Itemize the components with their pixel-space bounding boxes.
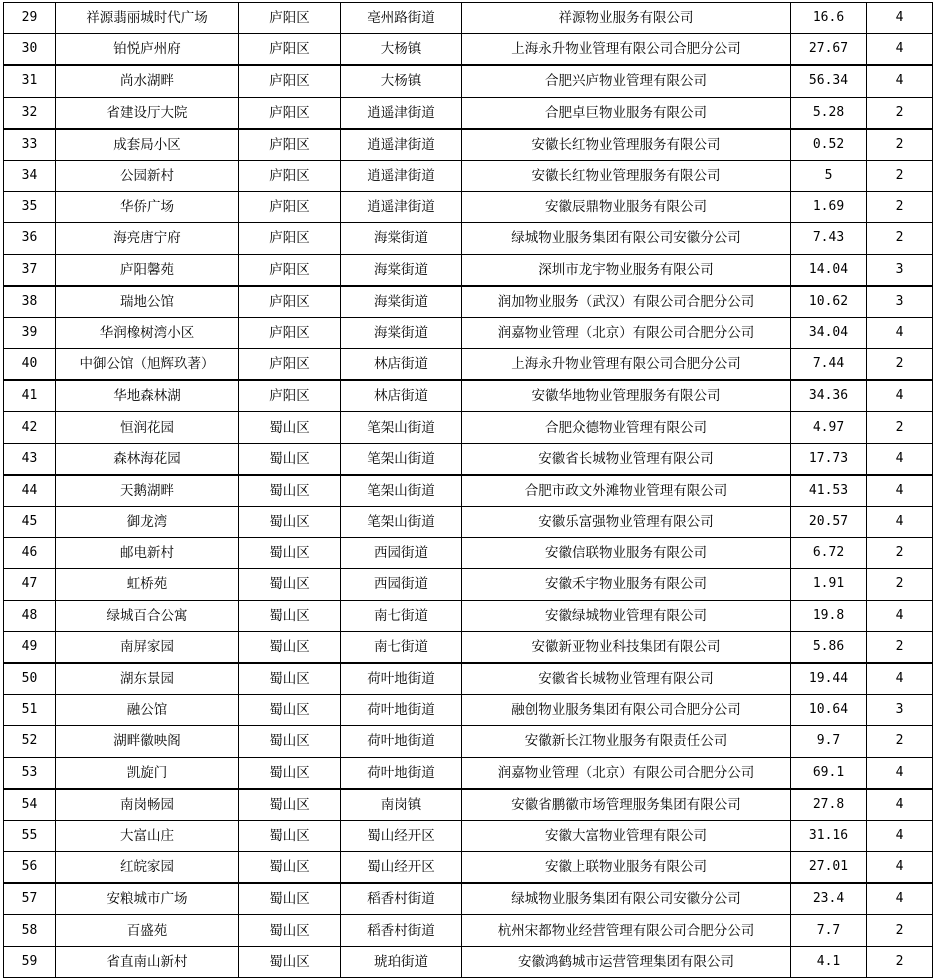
grade-cell: 4 [867, 663, 933, 695]
area-cell: 34.36 [791, 380, 867, 412]
district-cell: 蜀山区 [239, 820, 341, 851]
district-cell: 庐阳区 [239, 192, 341, 223]
community-name-cell: 恒润花园 [56, 412, 239, 443]
street-cell: 海棠街道 [341, 317, 462, 348]
table-row [4, 915, 933, 946]
grade-cell: 2 [867, 160, 933, 191]
area-cell: 16.6 [791, 3, 867, 34]
district-cell: 庐阳区 [239, 317, 341, 348]
row-index-cell: 54 [4, 789, 56, 821]
table-row [4, 852, 933, 884]
community-name-cell: 湖畔徽映阁 [56, 726, 239, 757]
row-index-cell: 34 [4, 160, 56, 191]
table-row [4, 223, 933, 254]
area-cell: 5 [791, 160, 867, 191]
district-cell: 蜀山区 [239, 475, 341, 507]
company-cell: 深圳市龙宇物业服务有限公司 [462, 254, 791, 286]
area-cell: 7.7 [791, 915, 867, 946]
district-cell: 庐阳区 [239, 65, 341, 97]
row-index-cell: 48 [4, 600, 56, 631]
grade-cell: 4 [867, 475, 933, 507]
company-cell: 合肥卓巨物业服务有限公司 [462, 97, 791, 129]
district-cell: 蜀山区 [239, 507, 341, 538]
district-cell: 蜀山区 [239, 946, 341, 977]
company-cell: 安徽上联物业服务有限公司 [462, 852, 791, 884]
district-cell: 蜀山区 [239, 631, 341, 663]
table-row [4, 663, 933, 695]
row-index-cell: 30 [4, 34, 56, 66]
grade-cell: 2 [867, 726, 933, 757]
community-name-cell: 庐阳馨苑 [56, 254, 239, 286]
community-name-cell: 铂悦庐州府 [56, 34, 239, 66]
company-cell: 安徽长红物业管理服务有限公司 [462, 129, 791, 161]
district-cell: 蜀山区 [239, 757, 341, 789]
row-index-cell: 43 [4, 443, 56, 475]
table-row [4, 695, 933, 726]
area-cell: 5.28 [791, 97, 867, 129]
company-cell: 上海永升物业管理有限公司合肥分公司 [462, 349, 791, 381]
row-index-cell: 47 [4, 569, 56, 600]
table-row [4, 129, 933, 161]
grade-cell: 2 [867, 946, 933, 977]
street-cell: 笔架山街道 [341, 443, 462, 475]
company-cell: 合肥市政文外滩物业管理有限公司 [462, 475, 791, 507]
district-cell: 蜀山区 [239, 915, 341, 946]
row-index-cell: 44 [4, 475, 56, 507]
area-cell: 14.04 [791, 254, 867, 286]
grade-cell: 4 [867, 507, 933, 538]
company-cell: 安徽华地物业管理服务有限公司 [462, 380, 791, 412]
company-cell: 安徽绿城物业管理有限公司 [462, 600, 791, 631]
area-cell: 27.01 [791, 852, 867, 884]
district-cell: 庐阳区 [239, 160, 341, 191]
street-cell: 荷叶地街道 [341, 757, 462, 789]
community-name-cell: 省建设厅大院 [56, 97, 239, 129]
grade-cell: 2 [867, 192, 933, 223]
street-cell: 稻香村街道 [341, 883, 462, 915]
table-row [4, 507, 933, 538]
area-cell: 20.57 [791, 507, 867, 538]
grade-cell: 4 [867, 443, 933, 475]
row-index-cell: 31 [4, 65, 56, 97]
table-row [4, 160, 933, 191]
row-index-cell: 39 [4, 317, 56, 348]
district-cell: 庐阳区 [239, 34, 341, 66]
street-cell: 林店街道 [341, 380, 462, 412]
company-cell: 绿城物业服务集团有限公司安徽分公司 [462, 223, 791, 254]
table-row [4, 192, 933, 223]
community-name-cell: 公园新村 [56, 160, 239, 191]
table-row [4, 349, 933, 381]
community-name-cell: 省直南山新村 [56, 946, 239, 977]
grade-cell: 4 [867, 789, 933, 821]
community-name-cell: 绿城百合公寓 [56, 600, 239, 631]
table-row [4, 97, 933, 129]
area-cell: 7.43 [791, 223, 867, 254]
street-cell: 南七街道 [341, 600, 462, 631]
street-cell: 笔架山街道 [341, 507, 462, 538]
area-cell: 9.7 [791, 726, 867, 757]
company-cell: 安徽鸿鹤城市运营管理集团有限公司 [462, 946, 791, 977]
district-cell: 庐阳区 [239, 129, 341, 161]
community-name-cell: 凯旋门 [56, 757, 239, 789]
community-name-cell: 尚水湖畔 [56, 65, 239, 97]
street-cell: 亳州路街道 [341, 3, 462, 34]
company-cell: 安徽新亚物业科技集团有限公司 [462, 631, 791, 663]
street-cell: 琥珀街道 [341, 946, 462, 977]
table-row [4, 883, 933, 915]
row-index-cell: 49 [4, 631, 56, 663]
company-cell: 上海永升物业管理有限公司合肥分公司 [462, 34, 791, 66]
table-row [4, 757, 933, 789]
community-name-cell: 天鹅湖畔 [56, 475, 239, 507]
area-cell: 41.53 [791, 475, 867, 507]
company-cell: 绿城物业服务集团有限公司安徽分公司 [462, 883, 791, 915]
community-name-cell: 安粮城市广场 [56, 883, 239, 915]
area-cell: 10.62 [791, 286, 867, 318]
area-cell: 1.91 [791, 569, 867, 600]
grade-cell: 4 [867, 3, 933, 34]
district-cell: 蜀山区 [239, 789, 341, 821]
company-cell: 安徽省长城物业管理有限公司 [462, 443, 791, 475]
row-index-cell: 51 [4, 695, 56, 726]
district-cell: 蜀山区 [239, 569, 341, 600]
street-cell: 西园街道 [341, 538, 462, 569]
community-name-cell: 邮电新村 [56, 538, 239, 569]
street-cell: 大杨镇 [341, 65, 462, 97]
row-index-cell: 50 [4, 663, 56, 695]
row-index-cell: 36 [4, 223, 56, 254]
row-index-cell: 45 [4, 507, 56, 538]
area-cell: 27.67 [791, 34, 867, 66]
table-row [4, 317, 933, 348]
table-row [4, 569, 933, 600]
row-index-cell: 46 [4, 538, 56, 569]
row-index-cell: 55 [4, 820, 56, 851]
table-row [4, 3, 933, 34]
street-cell: 稻香村街道 [341, 915, 462, 946]
street-cell: 荷叶地街道 [341, 663, 462, 695]
street-cell: 海棠街道 [341, 254, 462, 286]
area-cell: 31.16 [791, 820, 867, 851]
street-cell: 逍遥津街道 [341, 192, 462, 223]
company-cell: 安徽省鹏徽市场管理服务集团有限公司 [462, 789, 791, 821]
area-cell: 34.04 [791, 317, 867, 348]
company-cell: 润加物业服务（武汉）有限公司合肥分公司 [462, 286, 791, 318]
grade-cell: 2 [867, 412, 933, 443]
grade-cell: 4 [867, 600, 933, 631]
grade-cell: 4 [867, 883, 933, 915]
row-index-cell: 35 [4, 192, 56, 223]
table-row [4, 726, 933, 757]
area-cell: 19.44 [791, 663, 867, 695]
row-index-cell: 42 [4, 412, 56, 443]
table-row [4, 600, 933, 631]
table-row [4, 34, 933, 66]
row-index-cell: 32 [4, 97, 56, 129]
table-row [4, 65, 933, 97]
grade-cell: 4 [867, 317, 933, 348]
company-cell: 融创物业服务集团有限公司合肥分公司 [462, 695, 791, 726]
table-row [4, 820, 933, 851]
community-name-cell: 海亮唐宁府 [56, 223, 239, 254]
table-row [4, 789, 933, 821]
street-cell: 逍遥津街道 [341, 97, 462, 129]
grade-cell: 2 [867, 97, 933, 129]
grade-cell: 2 [867, 349, 933, 381]
area-cell: 19.8 [791, 600, 867, 631]
community-name-cell: 虹桥苑 [56, 569, 239, 600]
table-row [4, 946, 933, 977]
street-cell: 西园街道 [341, 569, 462, 600]
district-cell: 蜀山区 [239, 852, 341, 884]
row-index-cell: 57 [4, 883, 56, 915]
area-cell: 1.69 [791, 192, 867, 223]
community-name-cell: 融公馆 [56, 695, 239, 726]
row-index-cell: 37 [4, 254, 56, 286]
row-index-cell: 38 [4, 286, 56, 318]
grade-cell: 4 [867, 820, 933, 851]
district-cell: 蜀山区 [239, 538, 341, 569]
community-name-cell: 中御公馆（旭辉玖著） [56, 349, 239, 381]
street-cell: 逍遥津街道 [341, 160, 462, 191]
row-index-cell: 52 [4, 726, 56, 757]
district-cell: 庐阳区 [239, 97, 341, 129]
row-index-cell: 40 [4, 349, 56, 381]
company-cell: 祥源物业服务有限公司 [462, 3, 791, 34]
community-name-cell: 瑞地公馆 [56, 286, 239, 318]
area-cell: 4.1 [791, 946, 867, 977]
street-cell: 海棠街道 [341, 223, 462, 254]
street-cell: 逍遥津街道 [341, 129, 462, 161]
community-name-cell: 大富山庄 [56, 820, 239, 851]
row-index-cell: 41 [4, 380, 56, 412]
district-cell: 庐阳区 [239, 349, 341, 381]
community-name-cell: 南屏家园 [56, 631, 239, 663]
community-name-cell: 红皖家园 [56, 852, 239, 884]
grade-cell: 4 [867, 852, 933, 884]
district-cell: 蜀山区 [239, 663, 341, 695]
district-cell: 蜀山区 [239, 412, 341, 443]
area-cell: 0.52 [791, 129, 867, 161]
community-name-cell: 华侨广场 [56, 192, 239, 223]
row-index-cell: 58 [4, 915, 56, 946]
grade-cell: 2 [867, 538, 933, 569]
grade-cell: 3 [867, 695, 933, 726]
street-cell: 林店街道 [341, 349, 462, 381]
street-cell: 南七街道 [341, 631, 462, 663]
street-cell: 蜀山经开区 [341, 820, 462, 851]
street-cell: 大杨镇 [341, 34, 462, 66]
area-cell: 5.86 [791, 631, 867, 663]
company-cell: 安徽新长江物业服务有限责任公司 [462, 726, 791, 757]
area-cell: 56.34 [791, 65, 867, 97]
area-cell: 69.1 [791, 757, 867, 789]
grade-cell: 3 [867, 286, 933, 318]
district-cell: 蜀山区 [239, 726, 341, 757]
community-name-cell: 御龙湾 [56, 507, 239, 538]
grade-cell: 2 [867, 129, 933, 161]
table-body [4, 3, 933, 978]
district-cell: 蜀山区 [239, 443, 341, 475]
row-index-cell: 53 [4, 757, 56, 789]
company-cell: 润嘉物业管理（北京）有限公司合肥分公司 [462, 757, 791, 789]
company-cell: 合肥兴庐物业管理有限公司 [462, 65, 791, 97]
area-cell: 4.97 [791, 412, 867, 443]
grade-cell: 4 [867, 380, 933, 412]
grade-cell: 2 [867, 569, 933, 600]
company-cell: 安徽大富物业管理有限公司 [462, 820, 791, 851]
community-name-cell: 森林海花园 [56, 443, 239, 475]
company-cell: 杭州宋都物业经营管理有限公司合肥分公司 [462, 915, 791, 946]
area-cell: 27.8 [791, 789, 867, 821]
district-cell: 蜀山区 [239, 883, 341, 915]
grade-cell: 4 [867, 757, 933, 789]
street-cell: 荷叶地街道 [341, 726, 462, 757]
street-cell: 笔架山街道 [341, 412, 462, 443]
grade-cell: 4 [867, 65, 933, 97]
grade-cell: 4 [867, 34, 933, 66]
company-cell: 润嘉物业管理（北京）有限公司合肥分公司 [462, 317, 791, 348]
community-name-cell: 华地森林湖 [56, 380, 239, 412]
district-cell: 庐阳区 [239, 223, 341, 254]
grade-cell: 2 [867, 631, 933, 663]
street-cell: 海棠街道 [341, 286, 462, 318]
district-cell: 庐阳区 [239, 380, 341, 412]
street-cell: 南岗镇 [341, 789, 462, 821]
district-cell: 蜀山区 [239, 600, 341, 631]
table-row [4, 286, 933, 318]
company-cell: 安徽省长城物业管理有限公司 [462, 663, 791, 695]
area-cell: 23.4 [791, 883, 867, 915]
district-cell: 庐阳区 [239, 3, 341, 34]
property-table [3, 2, 933, 978]
table-row [4, 254, 933, 286]
company-cell: 安徽禾宇物业服务有限公司 [462, 569, 791, 600]
company-cell: 安徽信联物业服务有限公司 [462, 538, 791, 569]
table-row [4, 412, 933, 443]
row-index-cell: 33 [4, 129, 56, 161]
table-row [4, 631, 933, 663]
grade-cell: 2 [867, 915, 933, 946]
community-name-cell: 成套局小区 [56, 129, 239, 161]
district-cell: 庐阳区 [239, 286, 341, 318]
area-cell: 6.72 [791, 538, 867, 569]
table-row [4, 443, 933, 475]
company-cell: 合肥众德物业管理有限公司 [462, 412, 791, 443]
company-cell: 安徽长红物业管理服务有限公司 [462, 160, 791, 191]
area-cell: 17.73 [791, 443, 867, 475]
table-row [4, 380, 933, 412]
row-index-cell: 59 [4, 946, 56, 977]
community-name-cell: 祥源翡丽城时代广场 [56, 3, 239, 34]
street-cell: 笔架山街道 [341, 475, 462, 507]
grade-cell: 3 [867, 254, 933, 286]
community-name-cell: 百盛苑 [56, 915, 239, 946]
company-cell: 安徽乐富强物业管理有限公司 [462, 507, 791, 538]
street-cell: 蜀山经开区 [341, 852, 462, 884]
company-cell: 安徽辰鼎物业服务有限公司 [462, 192, 791, 223]
district-cell: 庐阳区 [239, 254, 341, 286]
community-name-cell: 华润橡树湾小区 [56, 317, 239, 348]
table-row [4, 475, 933, 507]
community-name-cell: 南岗畅园 [56, 789, 239, 821]
area-cell: 7.44 [791, 349, 867, 381]
street-cell: 荷叶地街道 [341, 695, 462, 726]
table-row [4, 538, 933, 569]
row-index-cell: 29 [4, 3, 56, 34]
grade-cell: 2 [867, 223, 933, 254]
community-name-cell: 湖东景园 [56, 663, 239, 695]
row-index-cell: 56 [4, 852, 56, 884]
area-cell: 10.64 [791, 695, 867, 726]
district-cell: 蜀山区 [239, 695, 341, 726]
